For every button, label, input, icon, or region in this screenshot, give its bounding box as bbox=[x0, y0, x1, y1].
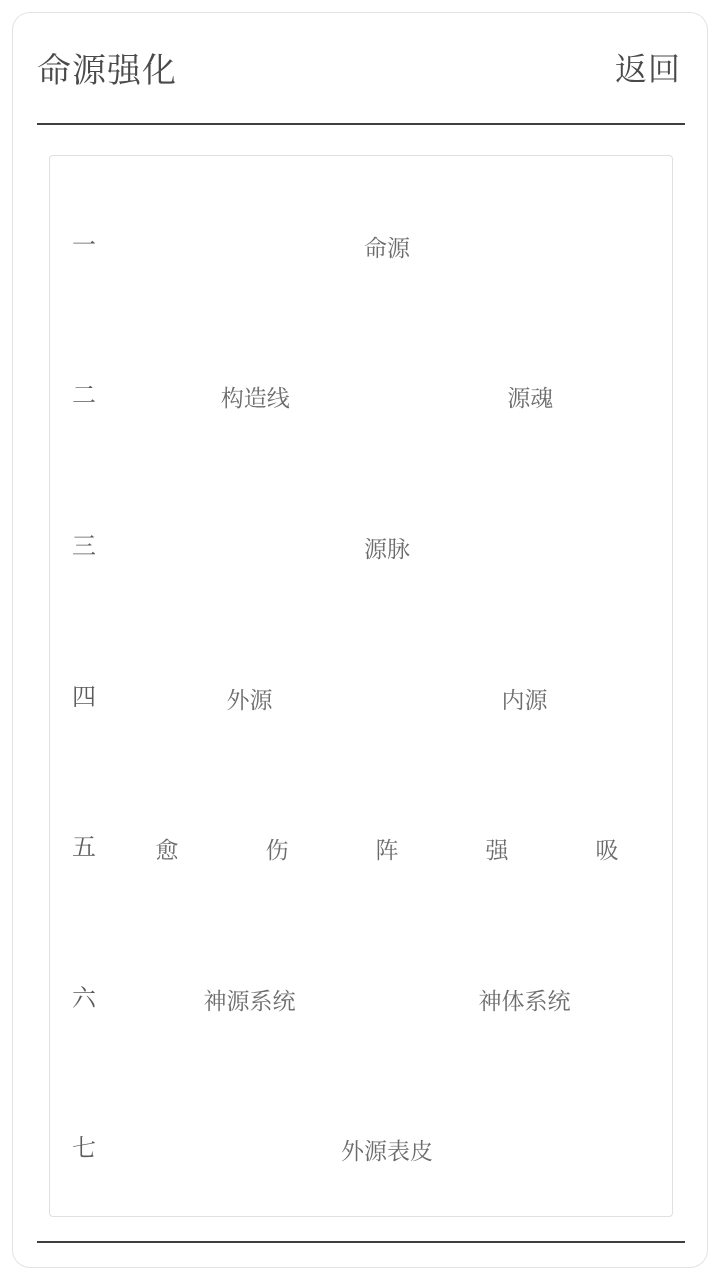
tree-node[interactable]: 源魂 bbox=[507, 384, 554, 411]
tier-node-strip bbox=[112, 668, 662, 728]
tree-node[interactable]: 命源 bbox=[364, 234, 410, 261]
back-button[interactable]: 返回 bbox=[614, 51, 681, 87]
tier-row bbox=[50, 818, 672, 878]
tree-node[interactable]: 伤 bbox=[265, 836, 289, 863]
tree-node[interactable]: 神源系统 bbox=[203, 987, 296, 1014]
tree-node[interactable]: 内源 bbox=[501, 686, 548, 713]
tier-label: 七 bbox=[72, 1135, 96, 1162]
tier-row bbox=[50, 366, 672, 426]
tree-node[interactable]: 阵 bbox=[375, 836, 399, 863]
tree-node[interactable]: 外源表皮 bbox=[341, 1137, 433, 1164]
tree-node[interactable]: 源脉 bbox=[364, 535, 410, 562]
tree-node[interactable]: 神体系统 bbox=[478, 987, 571, 1014]
tree-node[interactable]: 愈 bbox=[155, 836, 179, 863]
app-frame bbox=[12, 12, 708, 1268]
tree-node[interactable]: 外源 bbox=[226, 686, 273, 713]
tier-node-strip bbox=[112, 517, 662, 577]
tier-row bbox=[50, 969, 672, 1029]
bottom-divider bbox=[37, 1241, 685, 1243]
header-divider bbox=[37, 123, 685, 125]
tier-row bbox=[50, 1119, 672, 1179]
tree-node[interactable]: 构造线 bbox=[220, 384, 290, 411]
tier-label: 四 bbox=[72, 684, 96, 711]
tier-label: 二 bbox=[72, 382, 96, 409]
origin-tree-panel bbox=[49, 155, 673, 1217]
tree-node[interactable]: 强 bbox=[485, 836, 509, 863]
tier-row bbox=[50, 668, 672, 728]
page-title: 命源强化 bbox=[37, 51, 177, 90]
header-bar bbox=[13, 13, 707, 121]
tier-label: 六 bbox=[72, 985, 96, 1012]
tier-node-strip bbox=[112, 1119, 662, 1179]
tier-row bbox=[50, 216, 672, 276]
tier-node-strip bbox=[112, 366, 662, 426]
tier-row bbox=[50, 517, 672, 577]
tier-node-strip bbox=[112, 818, 662, 878]
tier-label: 五 bbox=[72, 834, 96, 861]
tier-node-strip bbox=[112, 969, 662, 1029]
tree-node[interactable]: 吸 bbox=[595, 836, 619, 863]
tier-node-strip bbox=[112, 216, 662, 276]
tier-label: 三 bbox=[72, 533, 96, 560]
tier-label: 一 bbox=[72, 232, 96, 259]
